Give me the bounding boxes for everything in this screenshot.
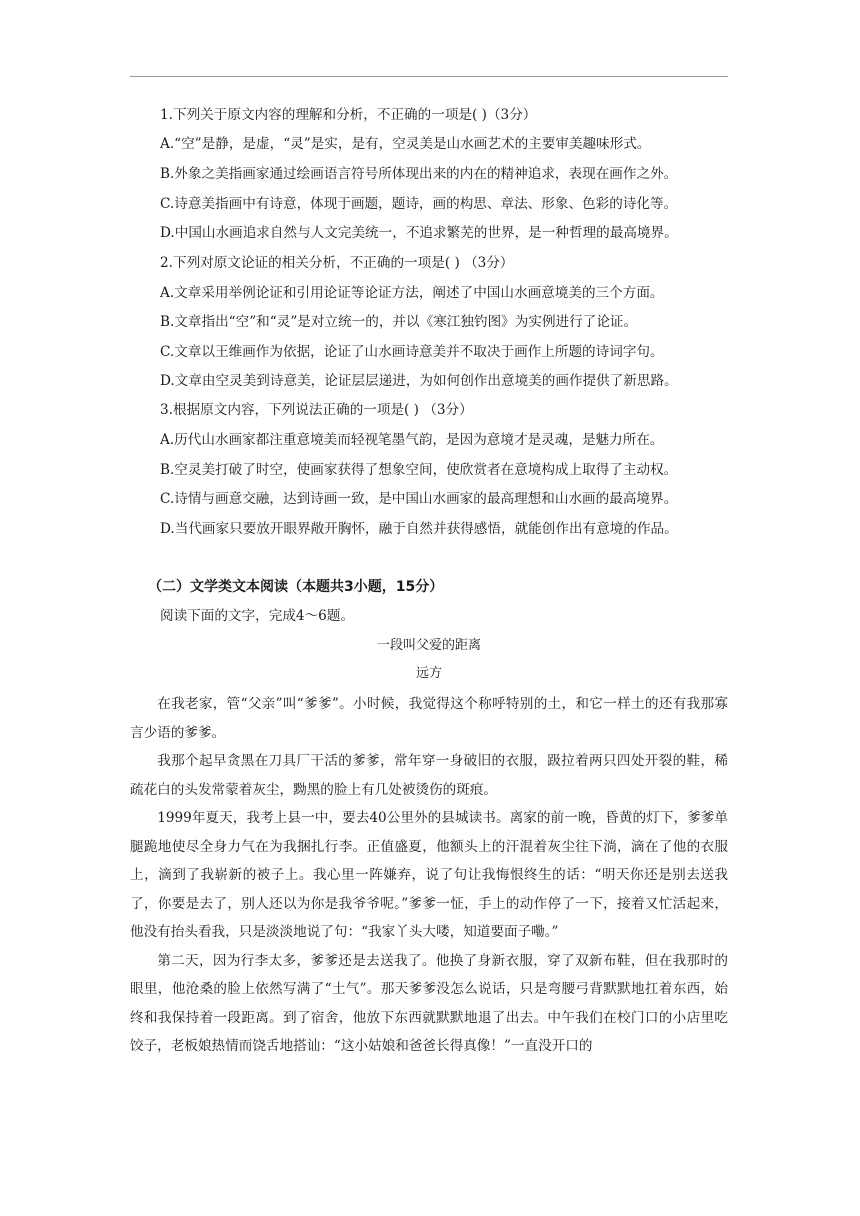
section-heading: （二）文学类文本阅读（本题共3小题，15分） (148, 579, 444, 595)
question-2-option-c: C.文章以王维画作为依据，论证了山水画诗意美并不取决于画作上所题的诗词字句。 (160, 344, 664, 360)
question-1-option-a: A.“空”是静，是虚，“灵”是实，是有，空灵美是山水画艺术的主要审美趣味形式。 (160, 136, 651, 152)
question-3-stem: 3.根据原文内容，下列说法正确的一项是( ) （3分） (160, 402, 473, 418)
question-1-option-b: B.外象之美指画家通过绘画语言符号所体现出来的内在的精神追求，表现在画作之外。 (160, 166, 678, 182)
question-3-option-a: A.历代山水画家都注重意境美而轻视笔墨气韵，是因为意境才是灵魂，是魅力所在。 (160, 432, 664, 448)
header-rule (130, 76, 728, 77)
question-2-option-d: D.文章由空灵美到诗意美，论证层层递进，为如何创作出意境美的画作提供了新思路。 (160, 373, 678, 389)
story-paragraph: 第二天，因为行李太多，爹爹还是去送我了。他换了身新衣服，穿了双新布鞋，但在我那时的眼里，他沧桑的脸上依然写满了“土气”。那天爹爹没怎么说话，只是弯腰弓背默默地扛着东西，始终和我保持着一段距离。到了宿舍，他放下东西就默默地退了出去。中午我们在校门口的小店里吃饺子，老板娘热情而饶舌地搭讪：“这小姑娘和爸爸长得真像！”一直没开口的 (130, 952, 728, 1054)
question-2-option-b: B.文章指出“空”和“灵”是对立统一的，并以《寒江独钓图》为实例进行了论证。 (160, 314, 638, 330)
story-author: 远方 (415, 666, 442, 681)
story-paragraph: 1999年夏天，我考上县一中，要去40公里外的县城读书。离家的前一晚，昏黄的灯下，爹爹单腿跪地使尽全身力气在为我捆扎行李。正值盛夏，他额头上的汗混着灰尘往下淌，滴在了他的衣服上，滴到了我崭新的被子上。我心里一阵嫌弃，说了句让我悔恨终生的话：“明天你还是别去送我了，你要是去了，别人还以为你是我爷爷呢。”爹爹一怔，手上的动作停了一下，接着又忙活起来，他没有抬头看我，只是淡淡地说了句：“我家丫头大喽，知道要面子嘞。” (130, 810, 728, 940)
question-1-option-c: C.诗意美指画中有诗意，体现于画题，题诗，画的构思、章法、形象、色彩的诗化等。 (160, 196, 678, 212)
section-intro: 阅读下面的文字，完成4～6题。 (160, 608, 355, 624)
story-body (130, 690, 728, 1061)
question-2-stem: 2.下列对原文论证的相关分析，不正确的一项是( ) （3分） (160, 255, 514, 271)
story-paragraph: 在我老家，管“父亲”叫“爹爹”。小时候，我觉得这个称呼特别的土，和它一样土的还有我那寡言少语的爹爹。 (130, 696, 728, 741)
question-2-option-a: A.文章采用举例论证和引用论证等论证方法，阐述了中国山水画意境美的三个方面。 (160, 285, 664, 301)
question-1-option-d: D.中国山水画追求自然与人文完美统一，不追求繁芜的世界，是一种哲理的最高境界。 (160, 225, 678, 241)
question-3-option-c: C.诗情与画意交融，达到诗画一致，是中国山水画家的最高理想和山水画的最高境界。 (160, 491, 678, 507)
question-1-stem: 1.下列关于原文内容的理解和分析，不正确的一项是( )（3分） (160, 107, 537, 123)
question-3-option-b: B.空灵美打破了时空，使画家获得了想象空间，使欣赏者在意境构成上取得了主动权。 (160, 462, 678, 478)
story-title: 一段叫父爱的距离 (376, 638, 481, 653)
story-paragraph: 我那个起早贪黑在刀具厂干活的爹爹，常年穿一身破旧的衣服，趿拉着两只四处开裂的鞋，稀疏花白的头发常蒙着灰尘，黝黑的脸上有几处被烫伤的斑痕。 (130, 753, 728, 798)
question-3-option-d: D.当代画家只要放开眼界敞开胸怀，融于自然并获得感悟，就能创作出有意境的作品。 (160, 521, 678, 537)
